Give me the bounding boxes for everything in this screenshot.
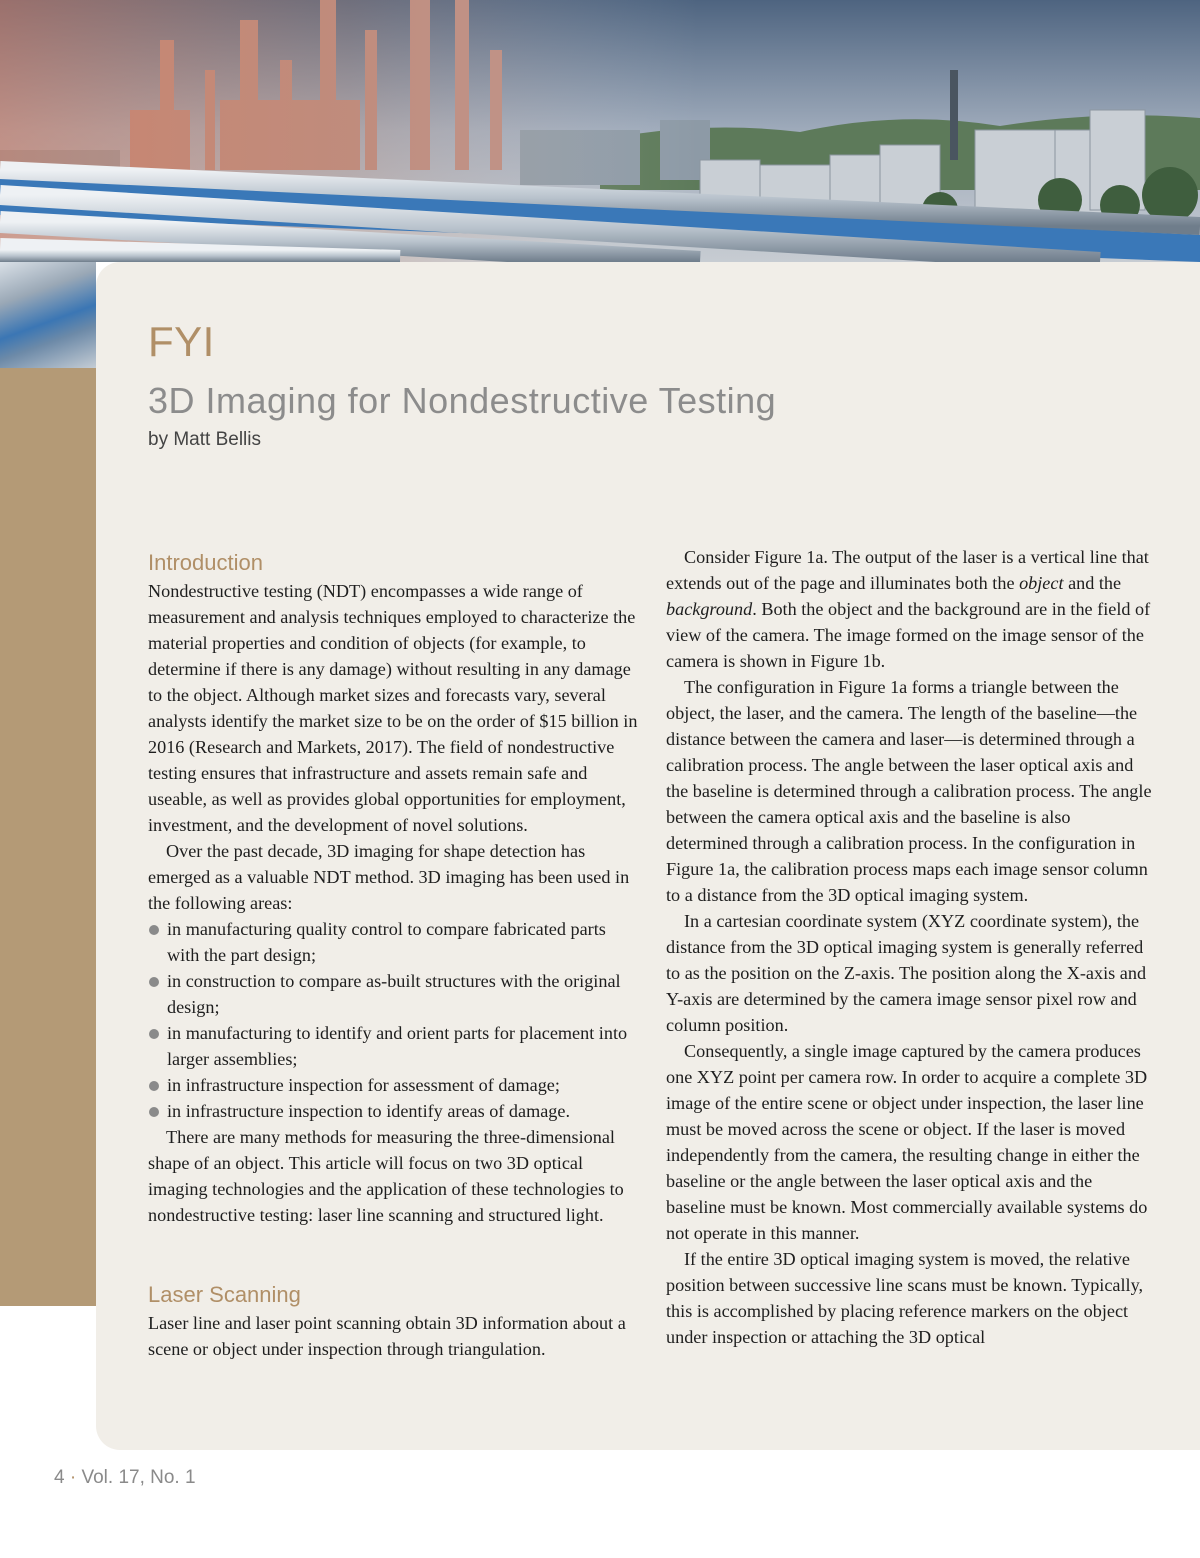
page-footer	[54, 1467, 196, 1489]
bullet-icon	[149, 925, 159, 935]
side-accent-band	[0, 368, 96, 1306]
header-photo-extension	[0, 262, 96, 368]
left-column	[148, 548, 638, 1362]
intro-paragraph-1: Nondestructive testing (NDT) encompasses a wide range of measurement and analysis techniques employed to characterize the material properties and condition of objects (for example, to determine if there is any damage) without resulting in any damage to the object. Although market sizes and forecasts vary, several analysts identify the market size to be on the order of $15 billion in 2016 (Research and Markets, 2017). The field of nondestructive testing ensures that infrastructure and assets remain safe and useable, as well as provides global opportunities for employment, investment, and the development of novel solutions.	[148, 581, 638, 835]
laser-scanning-heading: Laser Scanning	[148, 1282, 301, 1307]
intro-paragraph-2: Over the past decade, 3D imaging for shape detection has emerged as a valuable NDT method. 3D imaging has been used in the following areas:	[148, 841, 630, 913]
article-title: 3D Imaging for Nondestructive Testing	[148, 380, 777, 421]
list-item: in manufacturing quality control to compare fabricated parts with the part design;	[148, 916, 638, 968]
applications-list	[148, 916, 638, 1124]
list-item: in infrastructure inspection for assessment of damage;	[148, 1072, 638, 1098]
body-paragraph-2: The configuration in Figure 1a forms a triangle between the object, the laser, and the camera. The length of the baseline—the distance between the camera and laser—is determined through a calibration process. The angle between the laser optical axis and the baseline is determined through a calibration process. The angle between the camera optical axis and the baseline is also determined through a calibration process. In the configuration in Figure 1a, the calibration process maps each image sensor column to a distance from the 3D optical imaging system.	[666, 677, 1152, 905]
body-paragraph-3: In a cartesian coordinate system (XYZ coordinate system), the distance from the 3D optical imaging system is generally referred to as the position on the Z-axis. The position along the X-axis and Y-axis are determined by the camera image sensor pixel row and column position.	[666, 911, 1147, 1035]
header-photo	[0, 0, 1200, 262]
intro-paragraph-3: There are many methods for measuring the three-dimensional shape of an object. This article will focus on two 3D optical imaging technologies and the application of these technologies to nondestructive testing: laser line scanning and structured light.	[148, 1127, 624, 1225]
intro-heading: Introduction	[148, 550, 263, 575]
page-number: 4	[54, 1467, 65, 1488]
body-paragraph-1: Consider Figure 1a. The output of the laser is a vertical line that extends out of the page and illuminates both the object and the background. Both the object and the background are in the field of view of the camera. The image formed on the image sensor of the camera is shown in Figure 1b.	[666, 547, 1151, 671]
bullet-icon	[149, 1107, 159, 1117]
issue-info: Vol. 17, No. 1	[81, 1467, 196, 1488]
list-item: in manufacturing to identify and orient parts for placement into larger assemblies;	[148, 1020, 638, 1072]
list-item: in infrastructure inspection to identify areas of damage.	[148, 1098, 638, 1124]
section-kicker: FYI	[148, 318, 215, 365]
right-column	[666, 544, 1156, 1350]
footer-separator: ·	[69, 1467, 77, 1488]
bullet-icon	[149, 977, 159, 987]
body-paragraph-5: If the entire 3D optical imaging system is moved, the relative position between successive line scans must be known. Typically, this is accomplished by placing reference markers on the object under inspection or attaching the 3D optical	[666, 1249, 1144, 1347]
list-item: in construction to compare as-built structures with the original design;	[148, 968, 638, 1020]
bullet-icon	[149, 1029, 159, 1039]
laser-paragraph-1: Laser line and laser point scanning obtain 3D information about a scene or object under inspection through triangulation.	[148, 1313, 626, 1359]
body-paragraph-4: Consequently, a single image captured by the camera produces one XYZ point per camera row. In order to acquire a complete 3D image of the entire scene or object under inspection, the laser line must be moved across the scene or object. If the laser is moved independently from the camera, the resulting change in either the baseline or the angle between the laser optical axis and the baseline must be known. Most commercially available systems do not operate in this manner.	[666, 1041, 1148, 1243]
bullet-icon	[149, 1081, 159, 1091]
refinery-illustration	[0, 0, 1200, 262]
byline: by Matt Bellis	[148, 429, 261, 450]
